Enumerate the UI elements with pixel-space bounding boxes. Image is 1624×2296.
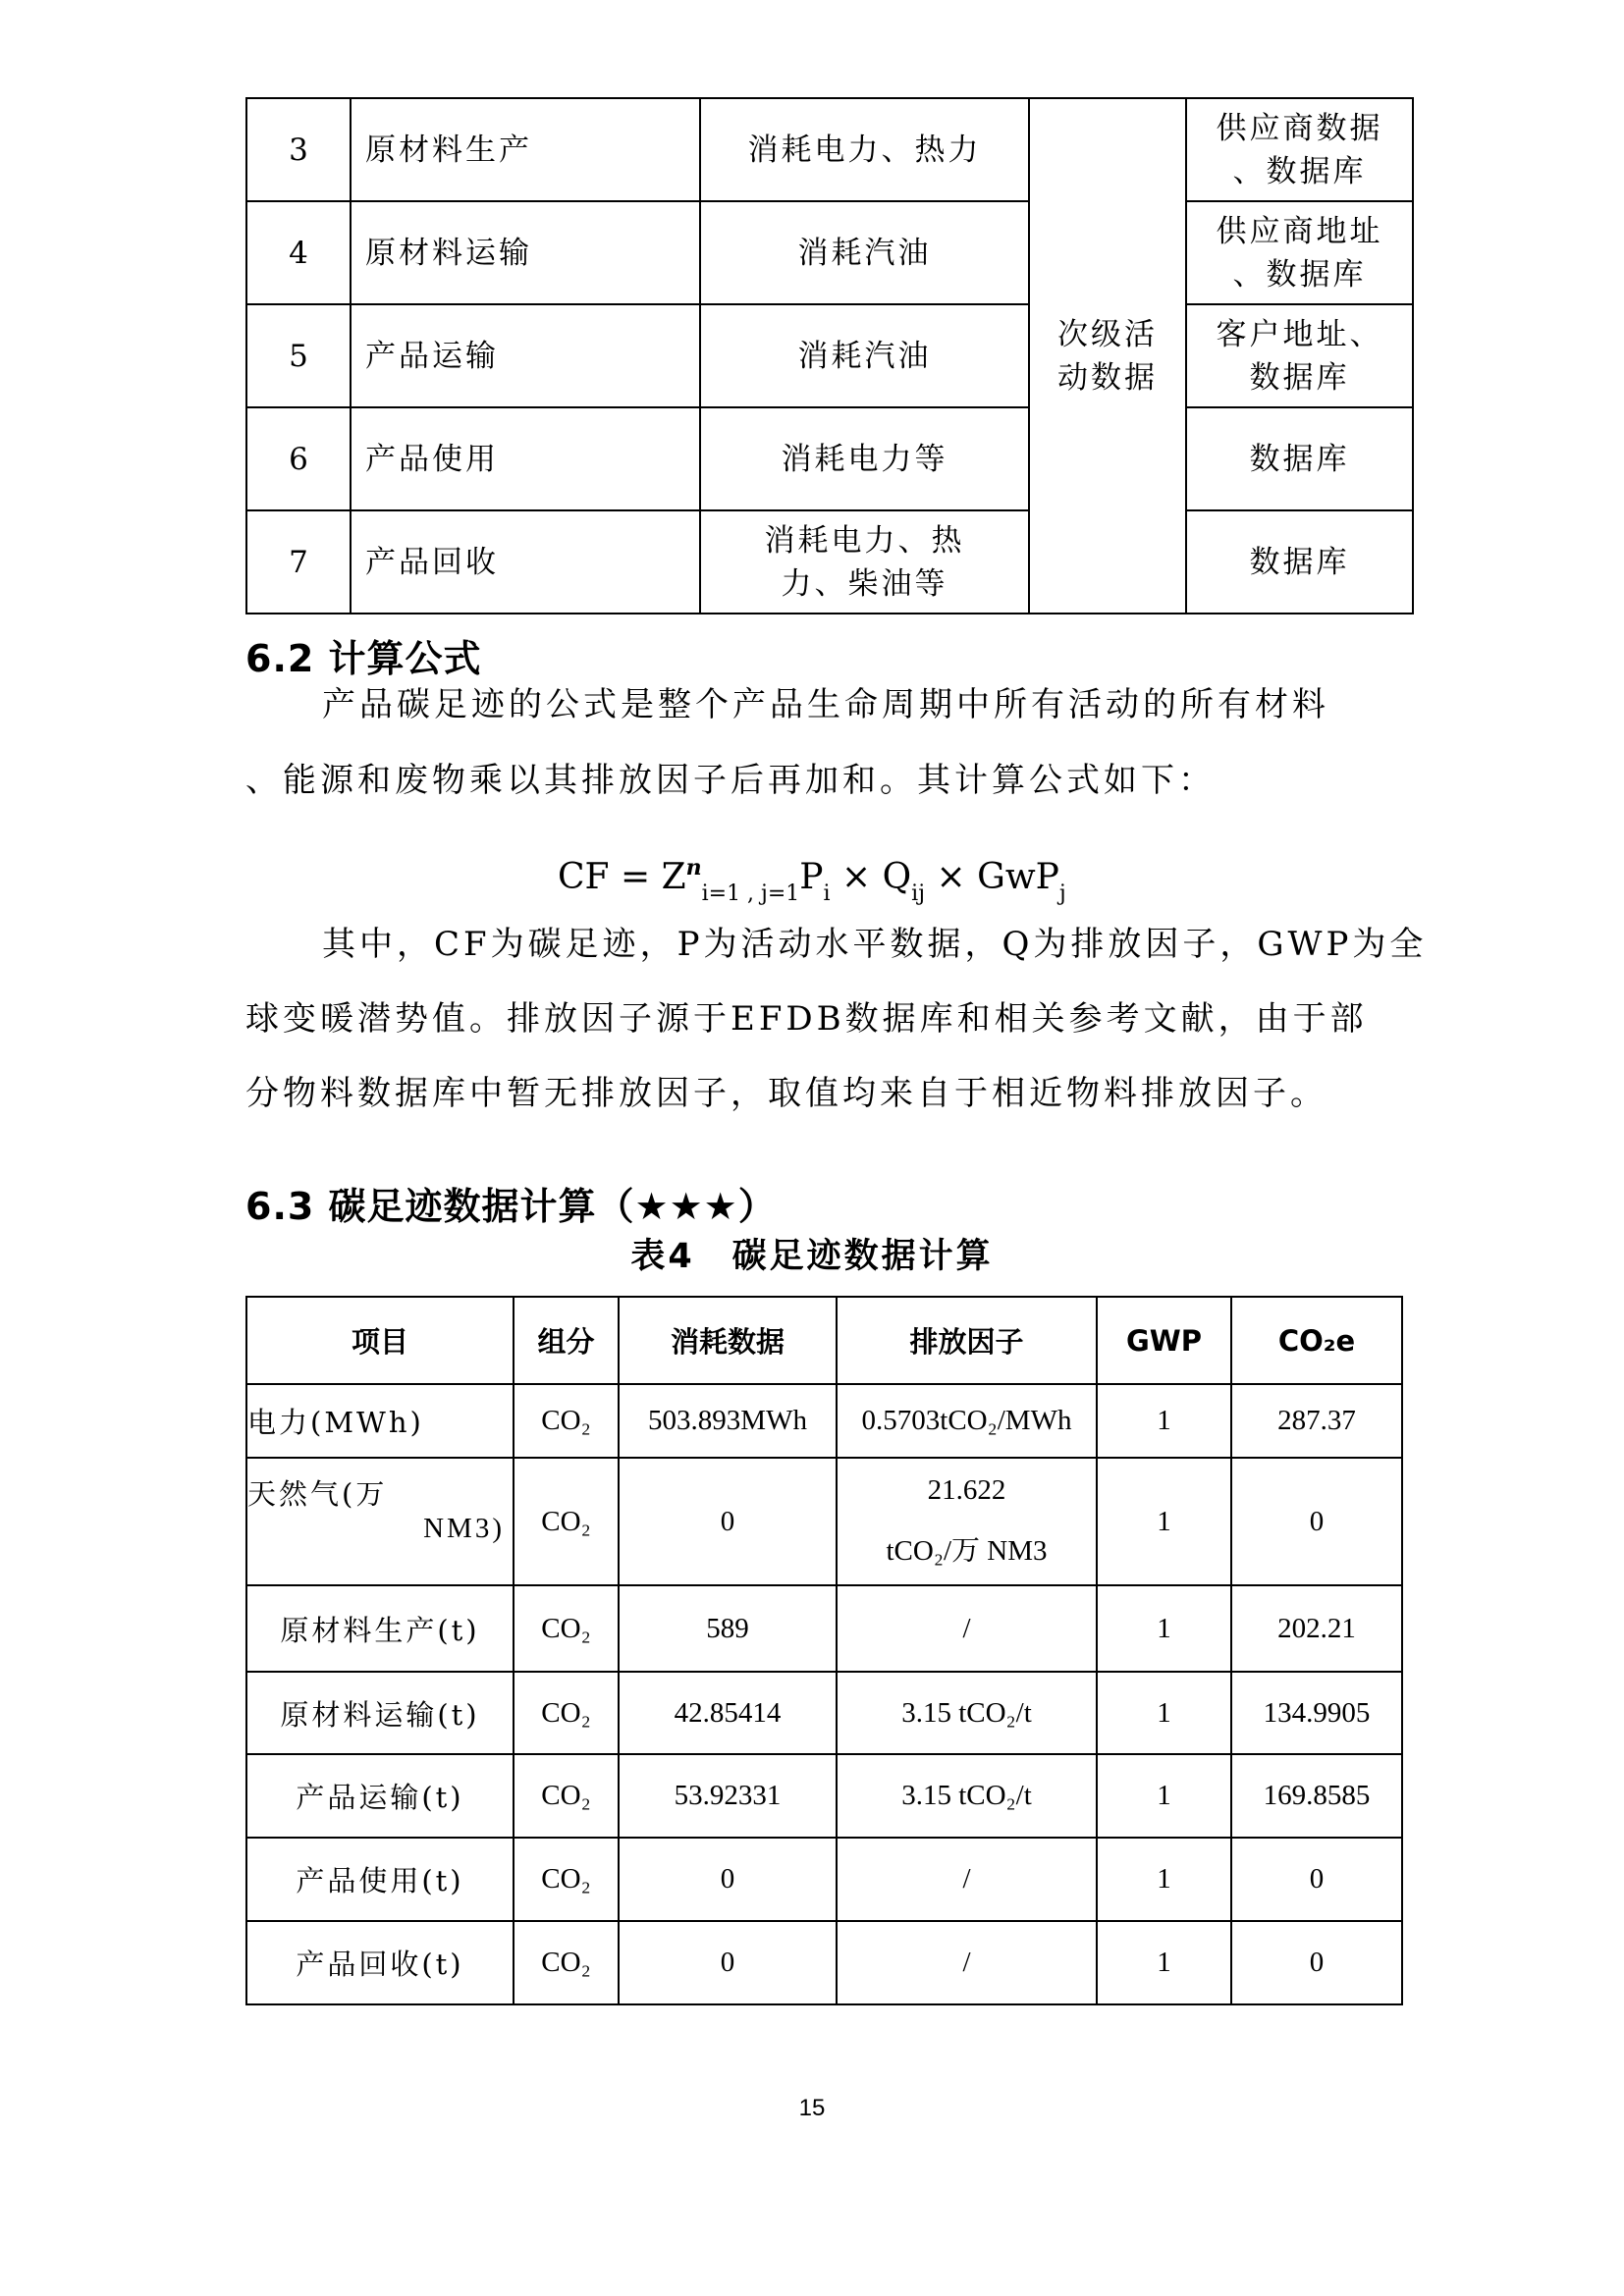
item-line: NM3) <box>423 1513 505 1544</box>
lifecycle-data-source-table <box>245 97 1414 614</box>
paragraph-line: 球变暖潜势值。排放因子源于EFDB数据库和相关参考文献，由于部 <box>245 999 1368 1039</box>
item-cell: 产品回收(t) <box>246 1921 514 2004</box>
item-cell <box>246 1458 514 1585</box>
factor-cell: 3.15 tCO₂/t <box>837 1754 1097 1838</box>
table-row <box>246 1672 1402 1754</box>
header-component: 组分 <box>514 1297 619 1384</box>
row-number: 4 <box>246 201 351 304</box>
formula-q: × Q <box>830 857 912 897</box>
factor-cell: / <box>837 1585 1097 1672</box>
formula-gwp-sub: j <box>1058 881 1066 906</box>
co2e-cell: 0 <box>1231 1921 1402 2004</box>
row-number: 6 <box>246 407 351 510</box>
paragraph-line: 其中，CF为碳足迹，P为活动水平数据，Q为排放因子，GWP为全 <box>322 925 1428 964</box>
carbon-footprint-table <box>245 1296 1403 2005</box>
formula-sup: n <box>685 855 702 881</box>
consume-line: 力、柴油等 <box>781 565 948 602</box>
stage-cell: 产品使用 <box>351 407 700 510</box>
formula-sub: i=1 , j=1 <box>701 881 800 906</box>
table-row <box>246 1585 1402 1672</box>
gwp-cell: 1 <box>1097 1458 1231 1585</box>
source-line: 数据库 <box>1249 359 1350 396</box>
header-item: 项目 <box>246 1297 514 1384</box>
component-cell: CO₂ <box>514 1458 619 1585</box>
table-caption: 表4 碳足迹数据计算 <box>630 1237 994 1276</box>
table-row <box>246 201 1413 304</box>
row-number: 3 <box>246 98 351 201</box>
page-number: 15 <box>798 2095 826 2121</box>
component-cell: CO₂ <box>514 1838 619 1921</box>
formula-q-sub: ij <box>911 881 926 906</box>
source-cell: 数据库 <box>1186 510 1413 614</box>
row-number: 5 <box>246 304 351 407</box>
stage-cell: 原材料运输 <box>351 201 700 304</box>
formula-gwp: × GwP <box>925 857 1059 897</box>
section-heading: 6.3 碳足迹数据计算（★★★） <box>245 1185 777 1228</box>
table-row <box>246 407 1413 510</box>
component-cell: CO₂ <box>514 1585 619 1672</box>
source-line: 、数据库 <box>1232 256 1367 293</box>
consumption-cell: 503.893MWh <box>619 1384 837 1458</box>
co2e-cell: 0 <box>1231 1458 1402 1585</box>
carbon-footprint-formula <box>558 855 1066 906</box>
source-line: 客户地址、 <box>1216 316 1383 352</box>
table-row <box>246 1754 1402 1838</box>
source-cell: 数据库 <box>1186 407 1413 510</box>
consumption-cell: 589 <box>619 1585 837 1672</box>
factor-cell: 0.5703tCO₂/MWh <box>837 1384 1097 1458</box>
consumption-cell: 0 <box>619 1921 837 2004</box>
consume-cell: 消耗汽油 <box>700 201 1029 304</box>
consume-line: 消耗电力、热 <box>764 522 965 559</box>
consume-cell: 消耗电力、热力 <box>700 98 1029 201</box>
consume-cell <box>700 510 1029 614</box>
gwp-cell: 1 <box>1097 1384 1231 1458</box>
data-type-line: 次级活 <box>1057 316 1158 352</box>
consumption-cell: 0 <box>619 1838 837 1921</box>
item-cell: 产品运输(t) <box>246 1754 514 1838</box>
table-row <box>246 510 1413 614</box>
component-cell: CO₂ <box>514 1921 619 2004</box>
paragraph-line: 分物料数据库中暂无排放因子，取值均来自于相近物料排放因子。 <box>245 1074 1327 1113</box>
component-cell: CO₂ <box>514 1384 619 1458</box>
header-co2e: CO₂e <box>1231 1297 1402 1384</box>
header-consumption: 消耗数据 <box>619 1297 837 1384</box>
header-gwp: GWP <box>1097 1297 1231 1384</box>
co2e-cell: 202.21 <box>1231 1585 1402 1672</box>
table-header-row <box>246 1297 1402 1384</box>
gwp-cell: 1 <box>1097 1585 1231 1672</box>
table-row <box>246 1458 1402 1585</box>
consumption-cell: 0 <box>619 1458 837 1585</box>
data-type-line: 动数据 <box>1057 359 1158 396</box>
consumption-cell: 42.85414 <box>619 1672 837 1754</box>
formula-p-sub: i <box>823 881 831 906</box>
consume-cell: 消耗电力等 <box>700 407 1029 510</box>
stage-cell: 产品回收 <box>351 510 700 614</box>
component-cell: CO₂ <box>514 1754 619 1838</box>
gwp-cell: 1 <box>1097 1838 1231 1921</box>
co2e-cell: 134.9905 <box>1231 1672 1402 1754</box>
table-row <box>246 98 1413 201</box>
item-cell: 产品使用(t) <box>246 1838 514 1921</box>
table-row <box>246 1838 1402 1921</box>
item-cell: 原材料运输(t) <box>246 1672 514 1754</box>
data-type-merged-cell <box>1029 98 1186 614</box>
factor-cell: / <box>837 1921 1097 2004</box>
paragraph-line: 、能源和废物乘以其排放因子后再加和。其计算公式如下： <box>245 761 1216 800</box>
formula-p: P <box>799 857 824 897</box>
table-row <box>246 1384 1402 1458</box>
consume-cell: 消耗汽油 <box>700 304 1029 407</box>
gwp-cell: 1 <box>1097 1921 1231 2004</box>
factor-line: tCO₂/万 NM3 <box>886 1535 1048 1567</box>
source-line: 供应商数据 <box>1216 110 1383 146</box>
gwp-cell: 1 <box>1097 1672 1231 1754</box>
consumption-cell: 53.92331 <box>619 1754 837 1838</box>
factor-line: 21.622 <box>927 1474 1006 1506</box>
source-cell <box>1186 304 1413 407</box>
table-row <box>246 1921 1402 2004</box>
section-heading: 6.2 计算公式 <box>245 637 482 680</box>
table-row <box>246 304 1413 407</box>
source-cell <box>1186 201 1413 304</box>
co2e-cell: 287.37 <box>1231 1384 1402 1458</box>
paragraph-line: 产品碳足迹的公式是整个产品生命周期中所有活动的所有材料 <box>322 685 1329 724</box>
source-line: 供应商地址 <box>1216 213 1383 249</box>
gwp-cell: 1 <box>1097 1754 1231 1838</box>
stage-cell: 原材料生产 <box>351 98 700 201</box>
item-cell: 原材料生产(t) <box>246 1585 514 1672</box>
factor-cell: / <box>837 1838 1097 1921</box>
factor-cell: 3.15 tCO₂/t <box>837 1672 1097 1754</box>
factor-cell <box>837 1458 1097 1585</box>
header-factor: 排放因子 <box>837 1297 1097 1384</box>
source-line: 、数据库 <box>1232 153 1367 189</box>
co2e-cell: 0 <box>1231 1838 1402 1921</box>
item-cell: 电力(MWh) <box>246 1384 514 1458</box>
co2e-cell: 169.8585 <box>1231 1754 1402 1838</box>
row-number: 7 <box>246 510 351 614</box>
stage-cell: 产品运输 <box>351 304 700 407</box>
source-cell <box>1186 98 1413 201</box>
component-cell: CO₂ <box>514 1672 619 1754</box>
item-line: 天然气(万 <box>247 1477 388 1511</box>
formula-lhs: CF = Z <box>558 857 686 897</box>
